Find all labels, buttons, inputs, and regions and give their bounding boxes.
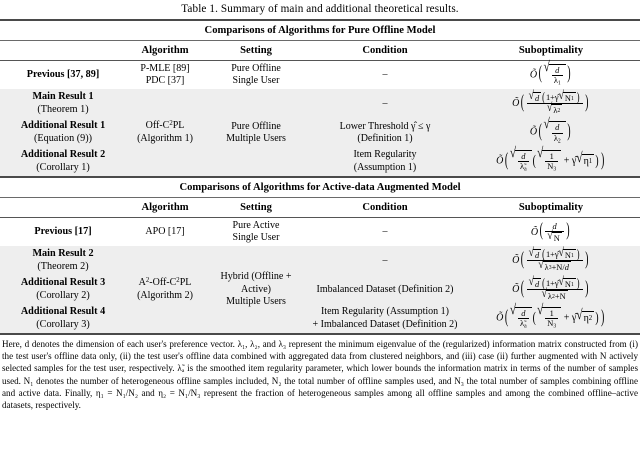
table-row	[0, 275, 640, 304]
row-condition-additional-result-3: Imbalanced Dataset (Definition 2)	[308, 275, 462, 304]
row-condition-additional-result-1	[308, 118, 462, 147]
row-algorithm-a2offc2pl	[126, 246, 204, 334]
row-condition-additional-result-2	[308, 147, 462, 177]
section-header-row-active	[0, 178, 640, 198]
row-condition-main-result-1: –	[308, 89, 462, 118]
row-label-main-result-1	[0, 89, 126, 118]
setting-line-1: Hybrid (Offline + Active)	[220, 271, 292, 295]
row-suboptimality-main-result-2	[462, 246, 640, 275]
formula-add1: Õ ( √ $\frac{d}{\lambda_2}$ )	[529, 117, 571, 144]
results-table	[0, 19, 640, 335]
colhead-blank-1	[0, 41, 126, 61]
formula-add3: Õ ( √ d ( 1+γ̂ √ N 1 ) √ λ 2 +N )	[512, 275, 589, 302]
condition-line-2: (Assumption 1)	[353, 161, 417, 173]
result-ref: (Corollary 2)	[36, 289, 90, 301]
formula-prev-active: Õ ( d √ N )	[530, 221, 570, 243]
colhead-blank-2	[0, 198, 126, 218]
table-row	[0, 246, 640, 275]
condition-line-2: + Imbalanced Dataset (Definition 2)	[312, 318, 458, 330]
result-title: Main Result 2	[32, 248, 94, 260]
result-title: Additional Result 3	[20, 277, 106, 289]
row-suboptimality-additional-result-2	[462, 147, 640, 177]
colhead-condition-1: Condition	[362, 45, 408, 56]
row-suboptimality-additional-result-1	[462, 118, 640, 147]
colhead-setting-1: Setting	[240, 45, 272, 56]
setting-line-1: Pure Active	[232, 220, 280, 231]
row-setting-a2offc2pl	[204, 246, 308, 334]
row-condition-additional-result-4	[308, 304, 462, 334]
row-algorithm-offc2pl	[126, 89, 204, 177]
row-label-previous-offline: Previous [37, 89]	[26, 68, 100, 80]
row-suboptimality-additional-result-3	[462, 275, 640, 304]
formula-prev-offline: Õ ( √ $\frac{d}{\lambda_1}$ )	[529, 59, 571, 87]
setting-line-2: Single User	[232, 75, 280, 87]
setting-line-2: Multiple Users	[226, 132, 286, 144]
algorithm-line-1: P-MLE [89]	[140, 63, 190, 74]
result-title: Additional Result 4	[20, 306, 106, 318]
table-caption: Table 1. Summary of main and additional theoretical results.	[181, 3, 459, 15]
algorithm-line-2: (Algorithm 2)	[137, 289, 193, 301]
row-setting-previous-active	[204, 218, 308, 246]
result-ref: (Equation (9))	[34, 132, 92, 144]
result-title: Additional Result 2	[20, 149, 106, 161]
formula-add2: Õ ( √ $\frac{d}{\lambdã_a}$ ( √ $\frac{1}{N_3}$ + γ̂ √ η 1 ) )	[496, 145, 605, 173]
row-suboptimality-main-result-1	[462, 89, 640, 118]
row-setting-offc2pl	[204, 89, 308, 177]
colhead-suboptimality-2: Suboptimality	[518, 202, 584, 213]
colhead-setting-2: Setting	[240, 202, 272, 213]
row-algorithm-previous-offline	[126, 61, 204, 89]
algorithm-line-1: $A^2-Off-C^2PL$	[138, 277, 192, 289]
setting-line-1: Pure Offline	[231, 63, 281, 74]
setting-line-2: Single User	[232, 232, 280, 244]
row-suboptimality-previous-offline	[462, 61, 640, 89]
section-title-offline: Comparisons of Algorithms for Pure Offline Model	[204, 25, 436, 36]
table-row	[0, 147, 640, 177]
table-row	[0, 118, 640, 147]
row-label-additional-result-3	[0, 275, 126, 304]
result-ref: (Theorem 2)	[37, 260, 89, 272]
row-label-previous-active: Previous [17]	[34, 225, 92, 237]
colhead-suboptimality-1: Suboptimality	[518, 45, 584, 56]
column-header-row-2	[0, 198, 640, 218]
table-footnote: Here, d denotes the dimension of each user's preference vector. λ₁, λ₂, and λ₃ represent the minimum eigenvalue of the (regularized) information matrix constructed from (i) the test user's offline data only, (ii) the test user's offline data combined with aggregated data from clustered neighbors, and (iii) case (ii) further augmented with N actively selected samples for the test user, respectively. λ̃ₐ is the smoothed item regularity parameter, which lower bounds the information matrix in terms of the number of samples used. N₁ denotes the number of heterogeneous offline samples included, N₂ the total number of offline samples used, and N₃ the total number of samples combining offline and active data. Finally, η₁ = N₁/N₂ and η₂ = N₁/N₃ represent the fraction of heterogeneous samples among all offline samples and among the combined offline–active datasets, respectively.	[2, 339, 638, 410]
column-header-row-1	[0, 41, 640, 61]
row-condition-main-result-2: –	[308, 246, 462, 275]
colhead-algorithm-1: Algorithm	[141, 45, 189, 56]
result-title: Main Result 1	[32, 91, 94, 103]
setting-line-2: Multiple Users	[226, 295, 286, 307]
row-condition-previous-offline: –	[382, 69, 388, 81]
formula-main2: Õ ( √ d ( 1+γ̂ √ N 1 ) √ λ 3 +N/ d )	[512, 246, 589, 273]
table-row	[0, 61, 640, 89]
section-title-active: Comparisons of Algorithms for Active-data Augmented Model	[179, 182, 461, 193]
formula-add4: Õ ( √ $\frac{d}{\lambdã_a}$ ( √ $\frac{1}{N_3}$ + γ̂ √ η 2 ) )	[496, 302, 605, 330]
row-suboptimality-additional-result-4	[462, 304, 640, 334]
algorithm-line-2: (Algorithm 1)	[137, 132, 193, 144]
colhead-condition-2: Condition	[362, 202, 408, 213]
row-label-additional-result-4	[0, 304, 126, 334]
row-label-additional-result-1	[0, 118, 126, 147]
row-condition-previous-active: –	[382, 226, 388, 238]
row-suboptimality-previous-active	[462, 218, 640, 246]
row-setting-previous-offline	[204, 61, 308, 89]
condition-line-1: Item Regularity	[353, 149, 417, 161]
section-header-row-offline	[0, 21, 640, 41]
row-label-additional-result-2	[0, 147, 126, 177]
condition-line-1: Item Regularity (Assumption 1)	[320, 306, 450, 318]
formula-main1: Õ ( √ d ( 1+γ̂ √ N 1 ) √ λ 2 )	[512, 89, 589, 116]
table-row	[0, 304, 640, 334]
algorithm-line-2: PDC [37]	[145, 75, 185, 87]
table-row	[0, 89, 640, 118]
colhead-algorithm-2: Algorithm	[141, 202, 189, 213]
setting-line-1: Pure Offline	[231, 120, 281, 132]
algorithm-line-1: Off-$C^2PL$	[145, 120, 185, 132]
row-label-main-result-2	[0, 246, 126, 275]
table-row	[0, 218, 640, 246]
condition-line-1: Lower Threshold γ̂ ≤ γ	[339, 120, 431, 132]
result-ref: (Corollary 1)	[36, 161, 90, 173]
result-ref: (Corollary 3)	[36, 318, 90, 330]
result-title: Additional Result 1	[20, 120, 106, 132]
condition-line-2: (Definition 1)	[357, 132, 413, 144]
row-algorithm-previous-active: APO [17]	[145, 226, 185, 238]
result-ref: (Theorem 1)	[37, 103, 89, 115]
